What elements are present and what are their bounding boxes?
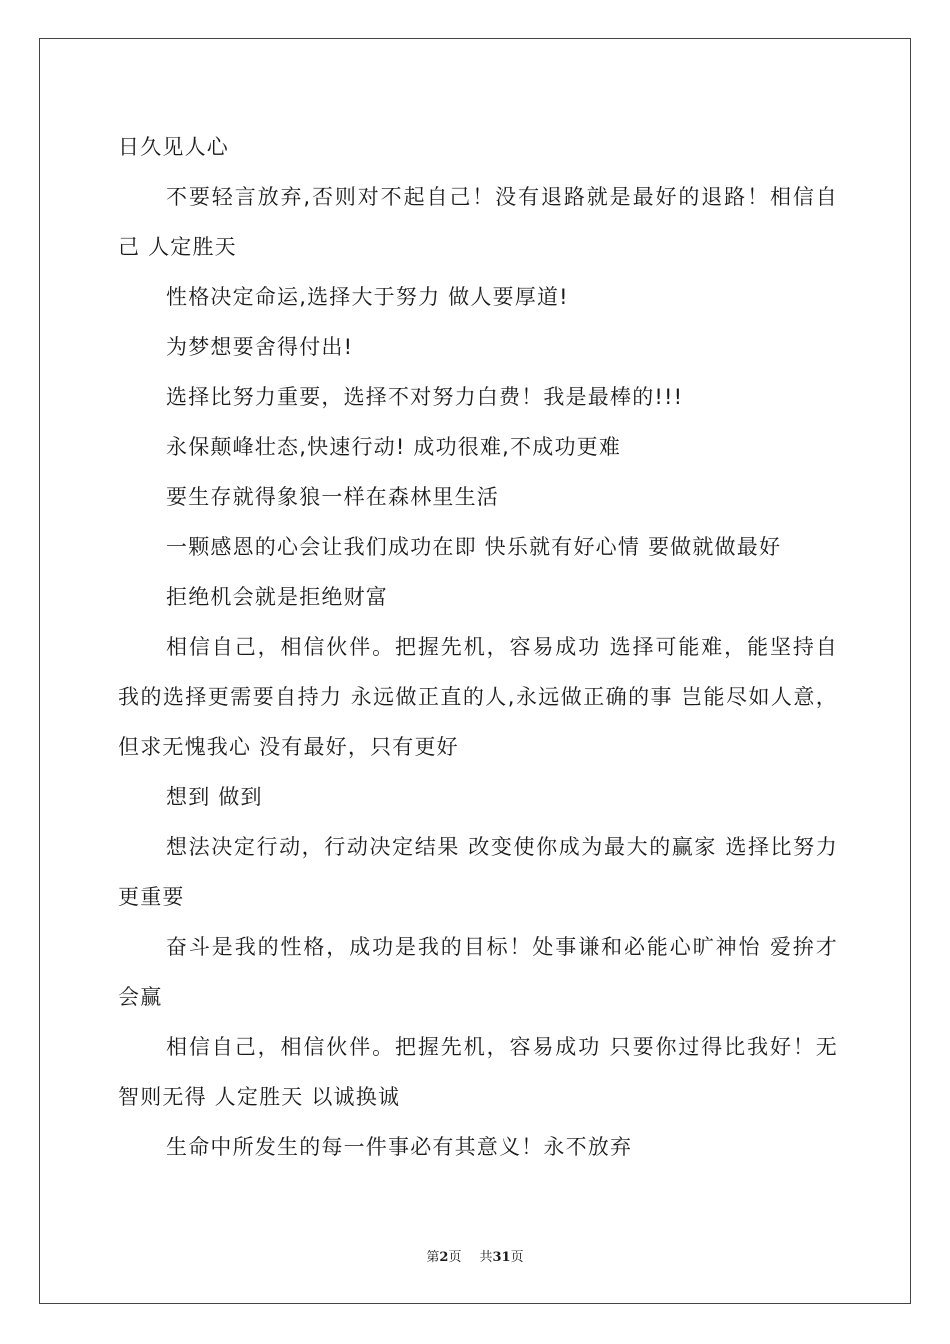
document-body <box>118 122 838 1172</box>
total-pages: 31 <box>492 1250 511 1265</box>
paragraph: 奋斗是我的性格，成功是我的目标！处事谦和必能心旷神怡 爱拚才会赢 <box>118 935 838 1009</box>
paragraph: 永保颠峰壮态,快速行动! 成功很难,不成功更难 <box>166 435 622 459</box>
paragraph: 拒绝机会就是拒绝财富 <box>166 585 388 609</box>
total-suffix: 页 <box>510 1250 524 1265</box>
paragraph: 不要轻言放弃,否则对不起自己！没有退路就是最好的退路！相信自己 人定胜天 <box>118 185 838 259</box>
paragraph: 日久见人心 <box>118 135 229 159</box>
paragraph: 要生存就得象狼一样在森林里生活 <box>166 485 499 509</box>
page-suffix: 页 <box>448 1250 462 1265</box>
page-prefix: 第 <box>426 1250 440 1265</box>
paragraph: 想到 做到 <box>166 785 263 809</box>
paragraph: 选择比努力重要，选择不对努力白费！我是最棒的!!! <box>166 385 684 409</box>
paragraph: 为梦想要舍得付出! <box>166 335 354 359</box>
paragraph: 相信自己，相信伙伴。把握先机，容易成功 只要你过得比我好！无智则无得 人定胜天 以诚换诚 <box>118 1035 838 1109</box>
page-number: 2 <box>439 1250 449 1265</box>
paragraph: 相信自己，相信伙伴。把握先机，容易成功 选择可能难，能坚持自我的选择更需要自持力 永远做正直的人,永远做正确的事 岂能尽如人意，但求无愧我心 没有最好，只有更好 <box>118 635 838 759</box>
page-footer <box>0 1246 950 1265</box>
paragraph: 性格决定命运,选择大于努力 做人要厚道! <box>166 285 569 309</box>
paragraph: 生命中所发生的每一件事必有其意义！永不放弃 <box>166 1135 633 1159</box>
paragraph: 一颗感恩的心会让我们成功在即 快乐就有好心情 要做就做最好 <box>166 535 782 559</box>
total-prefix: 共 <box>479 1250 493 1265</box>
paragraph: 想法决定行动，行动决定结果 改变使你成为最大的赢家 选择比努力更重要 <box>118 835 838 909</box>
